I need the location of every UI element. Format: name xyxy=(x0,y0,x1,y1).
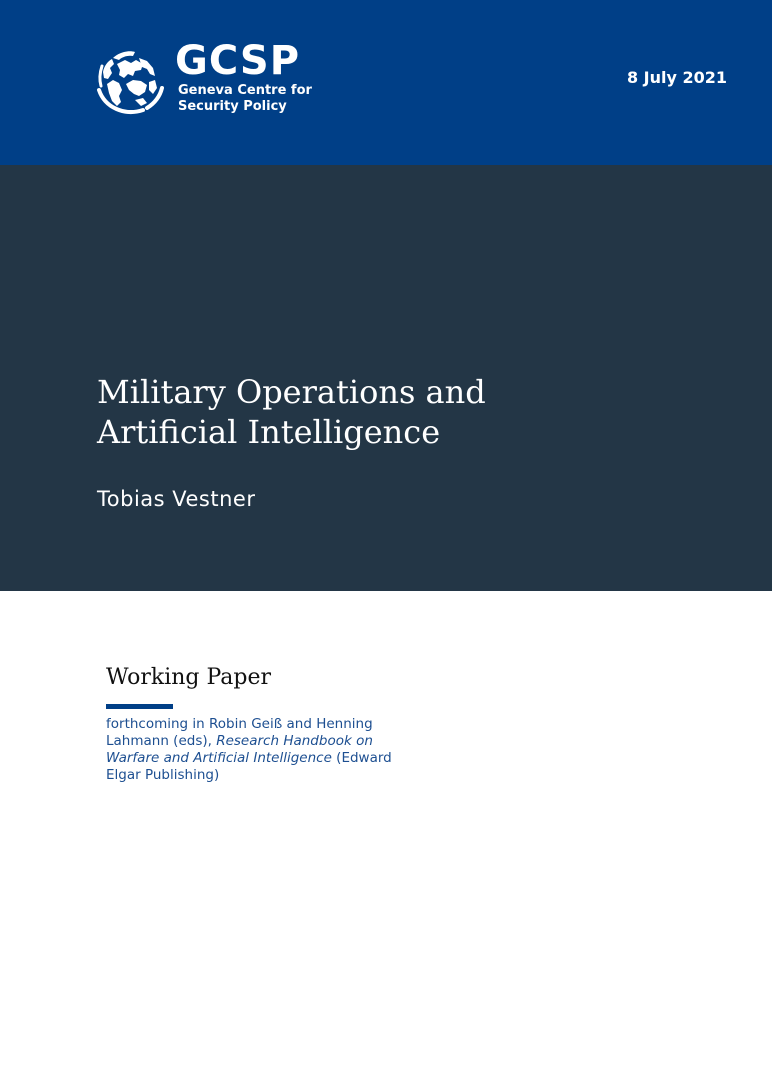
logo-acronym: GCSP xyxy=(175,38,301,84)
publication-note-suffix: (Edward Elgar Publishing) xyxy=(106,750,392,783)
publication-note-book-title: Research Handbook on Warfare and Artificial Intelligence xyxy=(106,733,373,766)
header-band xyxy=(0,0,772,165)
publication-note xyxy=(106,716,406,784)
working-paper-heading: Working Paper xyxy=(106,665,272,690)
globe-icon xyxy=(95,46,165,116)
publication-note-prefix: forthcoming in Robin Geiß and Henning Lahmann (eds), xyxy=(106,716,373,749)
accent-rule xyxy=(106,704,173,709)
publication-date: 8 July 2021 xyxy=(626,68,727,87)
author-name: Tobias Vestner xyxy=(97,487,256,511)
page-title: Military Operations and Artificial Intelligence xyxy=(97,373,486,451)
gcsp-logo xyxy=(95,38,325,121)
logo-organization-name: Geneva Centre for Security Policy xyxy=(178,83,312,114)
